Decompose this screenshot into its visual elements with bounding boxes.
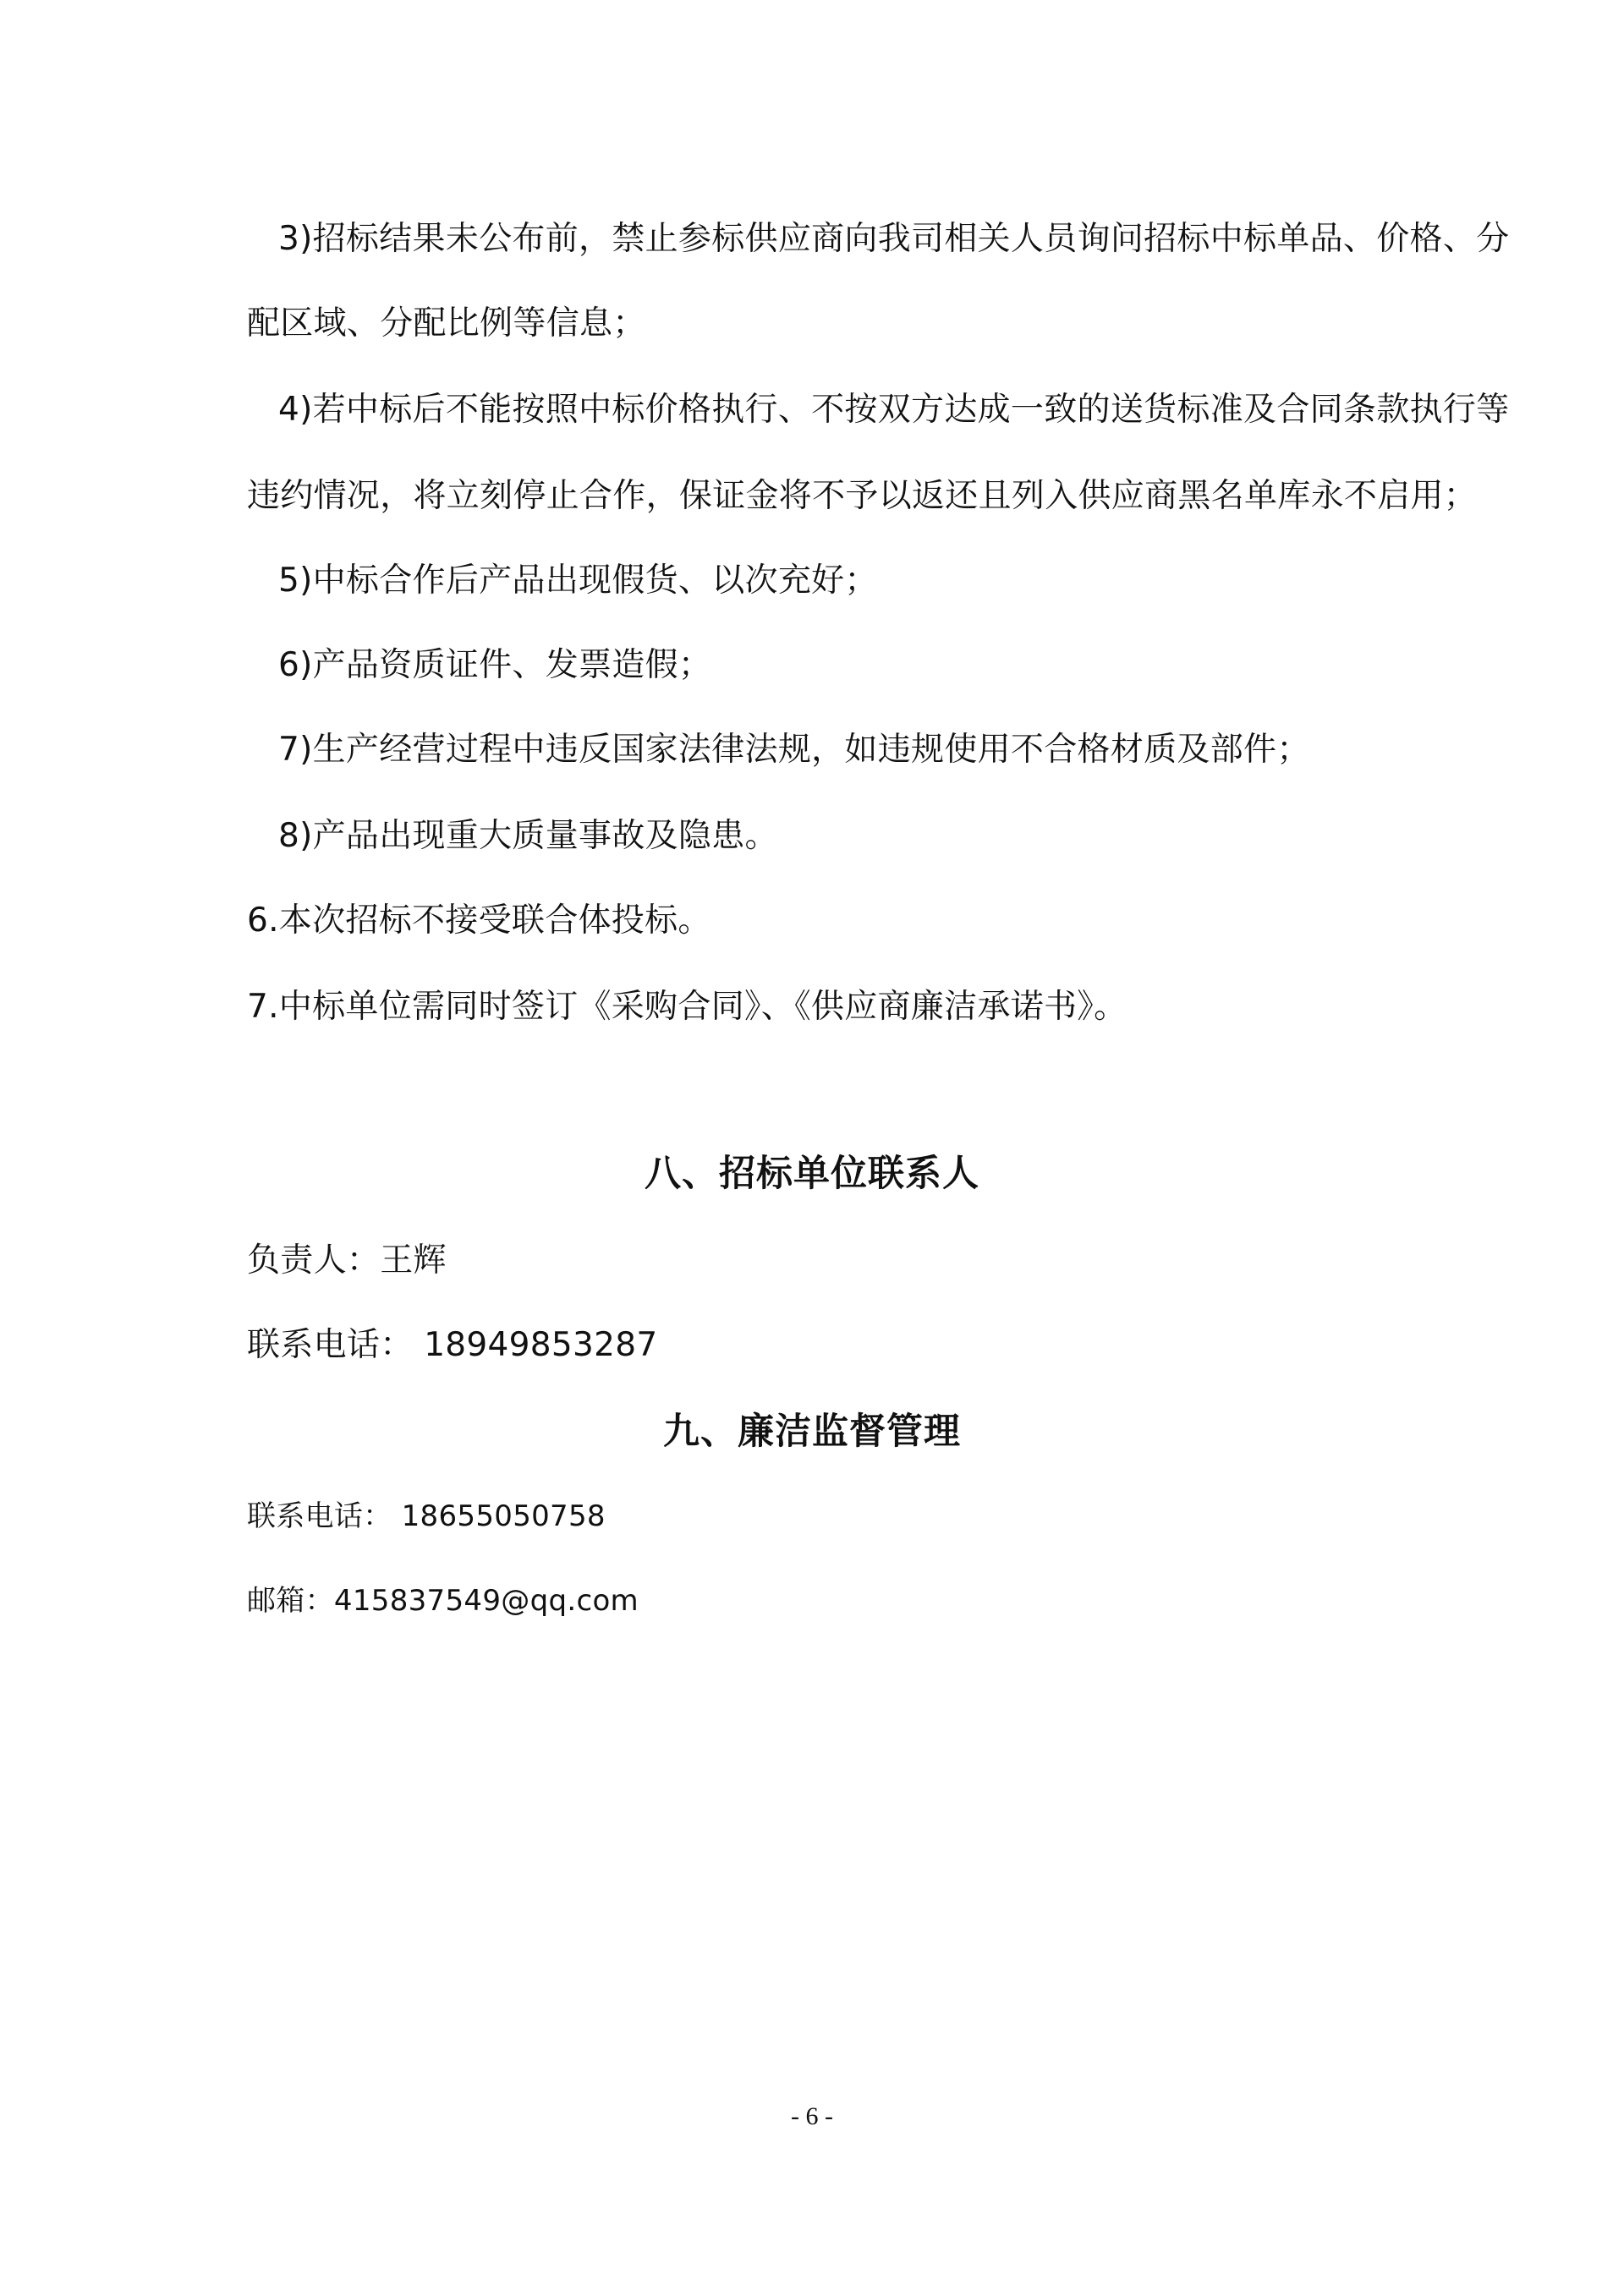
clause-4-line-2: 违约情况，将立刻停止合作，保证金将不予以返还且列入供应商黑名单库永不启用；: [247, 477, 1478, 515]
clause-7: 7)生产经营过程中违反国家法律法规，如违规使用不合格材质及部件；: [278, 731, 1310, 769]
item-6: 6.本次招标不接受联合体投标。: [247, 901, 711, 940]
clause-4-line-1: 4)若中标后不能按照中标价格执行、不按双方达成一致的送货标准及合同条款执行等: [278, 391, 1510, 429]
clause-3-line-1: 3)招标结果未公布前，禁止参标供应商向我司相关人员询问招标中标单品、价格、分: [278, 220, 1510, 258]
item-7: 7.中标单位需同时签订《采购合同》、《供应商廉洁承诺书》。: [247, 988, 1127, 1026]
clause-5: 5)中标合作后产品出现假货、以次充好；: [278, 562, 878, 600]
clause-6: 6)产品资质证件、发票造假；: [278, 646, 712, 684]
integrity-email: 邮箱：415837549@qq.com: [247, 1584, 639, 1618]
page-number: - 6 -: [791, 2102, 833, 2130]
clause-3-line-2: 配区域、分配比例等信息；: [247, 304, 646, 342]
contact-phone: 联系电话： 18949853287: [247, 1326, 658, 1364]
integrity-section-heading: 九、廉洁监督管理: [663, 1411, 961, 1453]
integrity-phone: 联系电话： 18655050758: [247, 1499, 606, 1533]
contact-person: 负责人：王辉: [247, 1241, 447, 1280]
contact-section-heading: 八、招标单位联系人: [645, 1153, 979, 1195]
clause-8: 8)产品出现重大质量事故及隐患。: [278, 817, 778, 855]
